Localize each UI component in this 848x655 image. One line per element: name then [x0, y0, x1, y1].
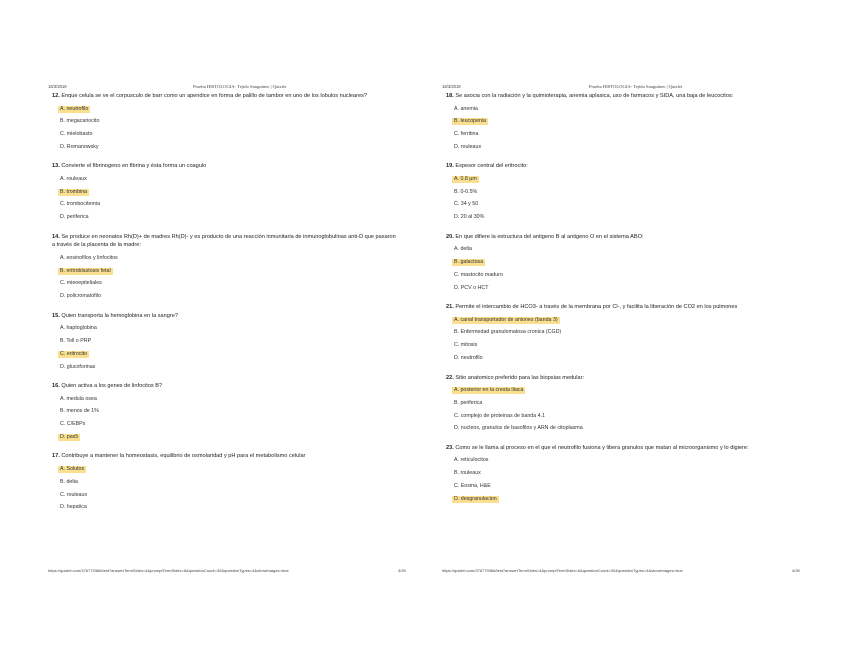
- answer-option-selected[interactable]: [454, 118, 791, 125]
- answer-option-label: D. glucoforinas: [60, 363, 96, 370]
- answer-option-label: A. 0.8 µm: [454, 175, 477, 182]
- answer-option-selected[interactable]: [60, 189, 397, 196]
- answer-option[interactable]: [60, 492, 397, 499]
- answer-option-selected[interactable]: [60, 351, 397, 358]
- answer-option-label: A. haptoglobina: [60, 325, 97, 332]
- question-number: 17.: [52, 453, 60, 460]
- question-number: 18.: [446, 93, 454, 99]
- answer-option-label: C. mieoepiteliales: [60, 280, 102, 287]
- answer-option-label: C. eritrocito: [60, 350, 88, 357]
- answer-option[interactable]: [454, 201, 791, 208]
- question-item: [446, 92, 791, 151]
- answer-option-label: B. megacariocito: [60, 118, 100, 125]
- answer-option-selected[interactable]: [60, 106, 397, 113]
- answer-option-label: A. delta: [454, 246, 472, 253]
- question-prompt: Quien activa a los genes de linfocitos B?: [61, 383, 163, 390]
- question-number: 16.: [52, 383, 60, 390]
- answer-option[interactable]: [454, 355, 791, 362]
- answer-option[interactable]: [60, 479, 397, 486]
- question-item: [446, 444, 791, 503]
- question-prompt: Contribuye a mantener la homeostasis, equilibrio de osmolaridad y pH para el metabolismo celular: [61, 453, 306, 460]
- answer-option-label: B. leucopenia: [454, 118, 487, 125]
- answer-option-label: B. rouleaux: [454, 470, 481, 477]
- answer-option-label: B. eritroblastosis fetal: [60, 267, 111, 274]
- answer-option[interactable]: [60, 293, 397, 300]
- question-text: [52, 382, 397, 391]
- answer-option-label: B. menos de 1%: [60, 408, 99, 415]
- question-prompt: Convierte el fibrinogeno en fibrina y ésta forma un coagulo: [61, 163, 207, 170]
- question-prompt: Se asocia con la radiación y la quimioterapia, anemia aplasica, uso de farmacos y SIDA, una baja de leucocitos:: [455, 93, 734, 99]
- answer-option[interactable]: [60, 396, 397, 403]
- question-prompt: Sitio anatomico preferido para las biopsias medular:: [455, 374, 585, 381]
- question-item: [446, 374, 791, 433]
- answer-option[interactable]: [454, 329, 791, 336]
- answer-option-label: A. medula osea: [60, 395, 97, 402]
- answer-option-label: B. trombina: [60, 188, 88, 195]
- question-list: [52, 92, 397, 523]
- answer-option-label: A. reticulocitos: [454, 457, 489, 464]
- question-prompt: Espesor central del eritrocito:: [455, 163, 528, 170]
- answer-option-label: C. rouleaux: [60, 491, 88, 498]
- answer-option-label: C. ferritina: [454, 131, 479, 138]
- question-text: [52, 162, 397, 171]
- question-item: [446, 303, 791, 362]
- question-number: 13.: [52, 163, 60, 170]
- answer-option-label: C. mastocito maduro: [454, 271, 503, 278]
- question-item: [52, 452, 397, 511]
- answer-option[interactable]: [60, 338, 397, 345]
- answer-option-label: B. delta: [60, 478, 78, 485]
- question-prompt: Permite el intercambio de HCO3- a través de la membrana por Cl-, y facilita la liberación de CO2 en los pulmones: [455, 304, 738, 311]
- answer-option-label: D. desgranulacion: [454, 495, 497, 502]
- answer-option-selected[interactable]: [60, 434, 397, 441]
- question-prompt: Se produce en neonatos Rh(D)+ de madres Rh(D)- y es producto de una reacción inmunitaria de inmunoglobulinas anti-D que pasaron a través de la placenta de la madre:: [52, 233, 396, 249]
- answer-option-label: C. Eosina, H&E: [454, 483, 491, 490]
- answer-option[interactable]: [454, 400, 791, 407]
- question-item: [52, 312, 397, 371]
- answer-option-label: B. Toll o PRP: [60, 337, 92, 344]
- footer-page-number: 4/39: [792, 568, 800, 573]
- answer-option[interactable]: [454, 457, 791, 464]
- answer-option-selected[interactable]: [454, 259, 791, 266]
- answer-option-selected[interactable]: [60, 268, 397, 275]
- answer-option-label: C. 34 y 50: [454, 201, 479, 208]
- question-text: [446, 162, 791, 171]
- answer-option-label: D. PCV o HCT: [454, 284, 489, 291]
- answer-option[interactable]: [454, 425, 791, 432]
- answer-option-selected[interactable]: [454, 317, 791, 324]
- header-date: 16/3/2019: [48, 84, 67, 89]
- answer-option-label: A. eosinofilos y linfocitos: [60, 254, 118, 261]
- answer-option[interactable]: [454, 106, 791, 113]
- answer-option[interactable]: [60, 176, 397, 183]
- question-item: [52, 92, 397, 151]
- answer-option-label: D. hepatica: [60, 504, 87, 511]
- answer-option[interactable]: [60, 325, 397, 332]
- answer-option-label: A. Solutos: [60, 465, 85, 472]
- answer-option-label: D. policromatofilo: [60, 293, 101, 300]
- footer-url[interactable]: https://quizlet.com/376779366/test?answerTermSides=4&promptTermSides=6&questionCount=30&questionTypes=4&showImages=true: [442, 568, 683, 573]
- question-prompt: Como se le llama al proceso en el que el neutrofilo fusiona y libera granulos que matan al microorganismo y lo digiere:: [455, 444, 749, 451]
- question-text: [446, 92, 791, 101]
- answer-option[interactable]: [60, 255, 397, 262]
- question-text: [446, 374, 791, 383]
- question-number: 23.: [446, 444, 454, 451]
- answer-option-label: D. pax5: [60, 433, 79, 440]
- answer-option[interactable]: [60, 118, 397, 125]
- question-number: 21.: [446, 304, 454, 311]
- answer-option-label: D. neutrofilo: [454, 355, 483, 362]
- footer-page-number: 3/39: [398, 568, 406, 573]
- answer-option[interactable]: [454, 214, 791, 221]
- answer-option[interactable]: [60, 504, 397, 511]
- question-number: 19.: [446, 163, 454, 170]
- question-item: [446, 162, 791, 221]
- answer-option-label: D. Romanowsky: [60, 143, 99, 150]
- header-title: Prueba HISTOLOGIA- Tejido Sanguíneo | Quizlet: [193, 84, 287, 89]
- answer-option[interactable]: [60, 408, 397, 415]
- answer-option-label: C. complejo de proteinas de banda 4.1: [454, 412, 545, 419]
- answer-option[interactable]: [454, 483, 791, 490]
- answer-option[interactable]: [454, 285, 791, 292]
- answer-option-selected[interactable]: [454, 176, 791, 183]
- header-title: Prueba HISTOLOGIA- Tejido Sanguíneo | Quizlet: [589, 84, 683, 89]
- answer-option-selected[interactable]: [60, 466, 397, 473]
- answer-option-label: D. rouleaux: [454, 143, 482, 150]
- answer-option-label: A. anemia: [454, 105, 478, 112]
- question-number: 22.: [446, 374, 454, 381]
- question-item: [446, 233, 791, 292]
- answer-option[interactable]: [60, 280, 397, 287]
- answer-option[interactable]: [454, 272, 791, 279]
- question-prompt: Enque celula se ve el corpusculo de barr como un apendice en forma de palillo de tambor en uno de los lobulos nucleares?: [61, 93, 368, 99]
- answer-option-label: C. trombocitemia: [60, 201, 101, 208]
- answer-option-label: C. mitosis: [454, 342, 478, 349]
- answer-option[interactable]: [454, 246, 791, 253]
- answer-option-label: B. periferica: [454, 399, 483, 406]
- page-right: [424, 0, 848, 655]
- question-number: 12.: [52, 93, 60, 99]
- answer-option[interactable]: [60, 364, 397, 371]
- answer-option[interactable]: [60, 201, 397, 208]
- answer-option[interactable]: [60, 131, 397, 138]
- question-item: [52, 382, 397, 441]
- answer-option-label: D. periferica: [60, 214, 89, 221]
- answer-option-label: A. rouleaux: [60, 175, 87, 182]
- answer-option[interactable]: [454, 342, 791, 349]
- footer-url[interactable]: https://quizlet.com/376779366/test?answerTermSides=4&promptTermSides=6&questionCount=30&questionTypes=4&showImages=true: [48, 568, 289, 573]
- question-prompt: En que difiere la estructura del antigeno B al antigeno O en el sistema ABO:: [455, 233, 644, 240]
- question-item: [52, 233, 397, 300]
- question-item: [52, 162, 397, 221]
- answer-option-label: A. neutrofilo: [60, 105, 89, 112]
- answer-option[interactable]: [60, 214, 397, 221]
- answer-option-label: B. Enfermedad granulomatosa cronica (CGD): [454, 329, 562, 336]
- question-text: [52, 312, 397, 321]
- question-text: [52, 452, 397, 461]
- answer-option-label: A. posterior en la cresta iliaca: [454, 387, 524, 394]
- answer-option[interactable]: [60, 421, 397, 428]
- answer-option-selected[interactable]: [454, 496, 791, 503]
- answer-option[interactable]: [454, 189, 791, 196]
- question-text: [446, 303, 791, 312]
- header-date: 16/3/2019: [442, 84, 461, 89]
- question-number: 15.: [52, 312, 60, 319]
- question-number: 20.: [446, 233, 454, 240]
- answer-option-label: C. C/EBPs: [60, 421, 86, 428]
- question-number: 14.: [52, 233, 60, 240]
- answer-option-label: C. mielobasto: [60, 131, 93, 138]
- question-list: [446, 92, 791, 514]
- answer-option[interactable]: [454, 413, 791, 420]
- question-text: [52, 233, 397, 250]
- question-text: [52, 92, 397, 101]
- answer-option-label: D. nucleos, granulos de basofilos y ARN de citoplasma: [454, 425, 583, 432]
- answer-option[interactable]: [454, 131, 791, 138]
- question-text: [446, 233, 791, 242]
- question-text: [446, 444, 791, 453]
- answer-option-label: D. 20 al 30%: [454, 214, 485, 221]
- answer-option-label: A. canal transportador de aniones (banda 3): [454, 316, 558, 323]
- answer-option[interactable]: [454, 470, 791, 477]
- answer-option[interactable]: [454, 144, 791, 151]
- answer-option[interactable]: [60, 144, 397, 151]
- answer-option-selected[interactable]: [454, 387, 791, 394]
- answer-option-label: B. 0-0.5%: [454, 188, 478, 195]
- question-prompt: Quien transporta la hemoglobina en la sangre?: [61, 312, 178, 319]
- answer-option-label: B. galactosa: [454, 259, 484, 266]
